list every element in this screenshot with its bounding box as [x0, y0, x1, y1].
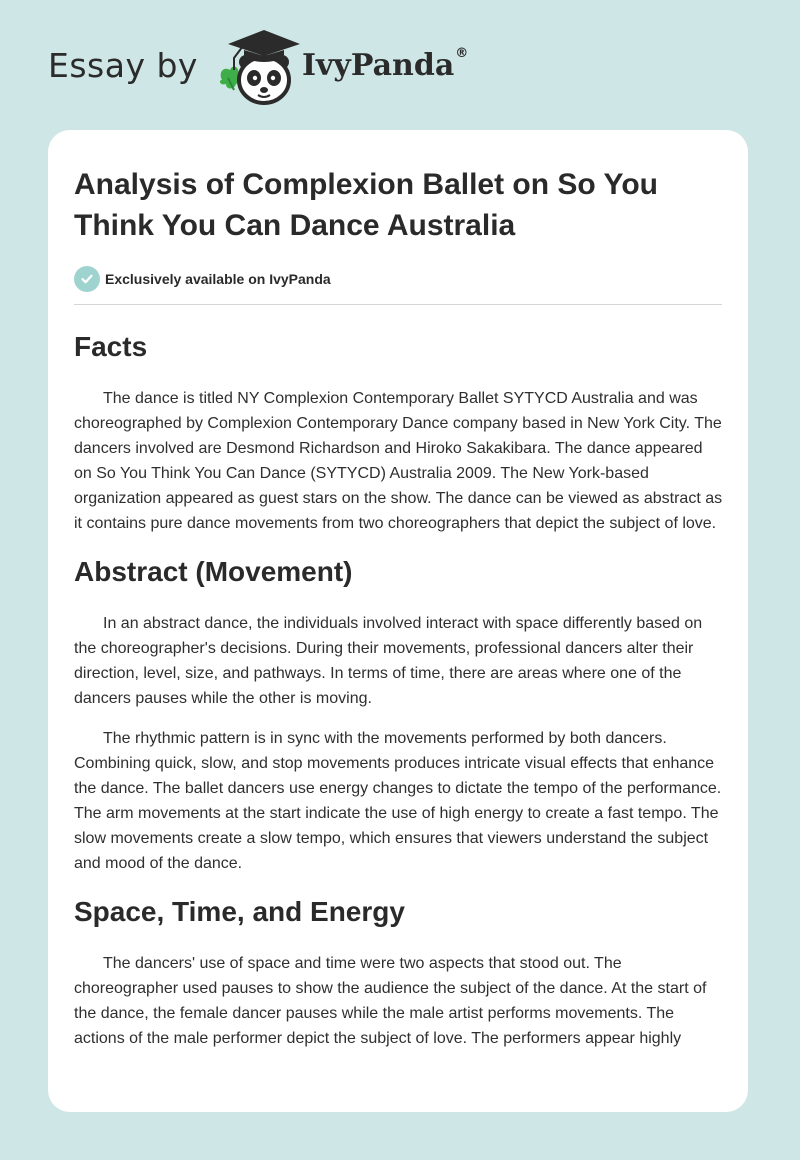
paragraph: The rhythmic pattern is in sync with the movements performed by both dancers. Combining quick, slow, and stop movements produces intricate visual effects that enhance the dance. The ballet dancers use energy changes to dictate the tempo of the performance. The arm movements at the start indicate the use of high energy to create a fast tempo. The slow movements create a slow tempo, which ensures that viewers understand the subject and mood of the dance.	[74, 730, 722, 872]
paragraph: In an abstract dance, the individuals involved interact with space differently based on the choreographer's decisions. During their movements, professional dancers alter their direction, level, size, and pathways. In terms of time, there are areas where one of the dancers pauses while the other is moving.	[74, 615, 703, 707]
section-heading-abstract-movement: Abstract (Movement)	[74, 556, 353, 587]
paragraph: The dance is titled NY Complexion Contemporary Ballet SYTYCD Australia and was choreographed by Complexion Contemporary Dance company based in New York City. The dancers involved are Desmond Richardson and Hiroko Sakakibara. The dance appeared on So You Think You Can Dance (SYTYCD) Australia 2009. The New York-based organization appeared as guest stars on the show. The dance can be viewed as abstract as it contains pure dance movements from two choreographers that depict the subject of love.	[74, 390, 723, 532]
article-card	[48, 130, 748, 1112]
check-circle-icon	[74, 266, 100, 292]
registered-mark: ®	[455, 45, 469, 61]
exclusive-badge-label: Exclusively available on IvyPanda	[105, 271, 331, 287]
exclusive-badge	[74, 266, 722, 292]
article-title: Analysis of Complexion Ballet on So You Think You Can Dance Australia	[74, 168, 658, 242]
essay-by-label: Essay by	[48, 45, 198, 85]
site-header	[48, 30, 468, 110]
section-heading-facts: Facts	[74, 331, 148, 362]
divider	[74, 304, 722, 305]
paragraph: The dancers' use of space and time were two aspects that stood out. The choreographer used pauses to show the audience the subject of the dance. At the start of the dance, the female dancer pauses while the male artist performs movements. The actions of the male performer depict the subject of love. The performers appear highly	[74, 955, 707, 1047]
section-heading-space-time-energy: Space, Time, and Energy	[74, 896, 405, 927]
brand-name: IvyPanda®	[301, 45, 469, 83]
panda-graduation-cap-icon	[212, 28, 308, 108]
